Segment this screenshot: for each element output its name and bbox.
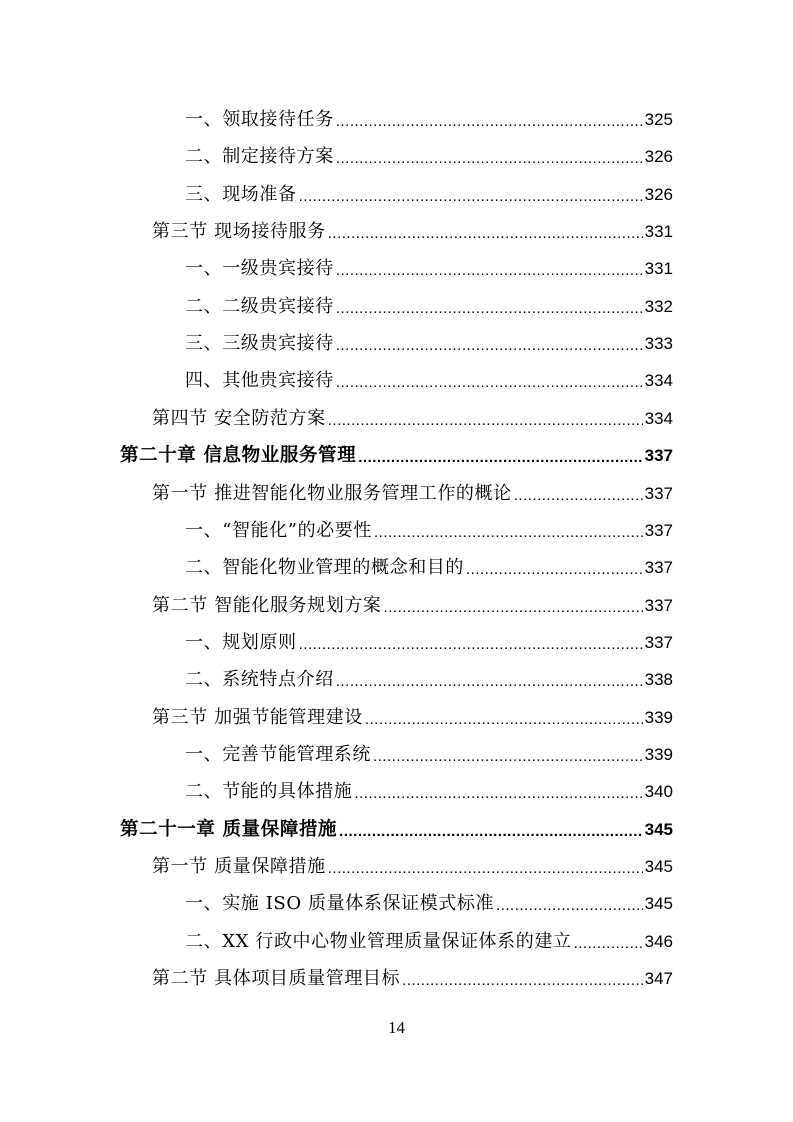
toc-entry-page: 340 bbox=[644, 782, 673, 802]
toc-entry[interactable] bbox=[185, 361, 673, 398]
toc-entry-title: 第一节 质量保障措施 bbox=[152, 856, 326, 877]
toc-entry-title: 第二节 具体项目质量管理目标 bbox=[152, 968, 401, 990]
toc-entry-title: 一、规划原则 bbox=[185, 631, 297, 653]
toc-entry-page: 345 bbox=[644, 894, 673, 914]
toc-entry[interactable] bbox=[152, 959, 673, 996]
toc-entry-title: 三、现场准备 bbox=[185, 183, 297, 205]
toc-entry-title: 四、其他贵宾接待 bbox=[185, 370, 334, 392]
toc-entry[interactable] bbox=[185, 922, 673, 959]
toc-leader-dots bbox=[374, 524, 643, 542]
toc-leader-dots bbox=[336, 113, 643, 131]
toc-leader-dots bbox=[328, 860, 643, 878]
toc-leader-dots bbox=[336, 300, 643, 318]
toc-entry-title: 二、节能的具体措施 bbox=[185, 781, 353, 803]
toc-entry-title: 一、实施 ISO 质量体系保证模式标准 bbox=[185, 893, 495, 915]
toc-entry-page: 326 bbox=[644, 184, 673, 204]
toc-entry[interactable] bbox=[185, 100, 673, 137]
toc-entry[interactable] bbox=[120, 436, 673, 473]
toc-entry-page: 339 bbox=[644, 744, 673, 764]
toc-leader-dots bbox=[466, 561, 643, 579]
toc-entry-title: 第二十章 信息物业服务管理 bbox=[120, 445, 357, 467]
toc-entry-title: 第一节 推进智能化物业服务管理工作的概论 bbox=[152, 482, 512, 504]
toc-entry-page: 337 bbox=[644, 558, 673, 578]
page-number: 14 bbox=[388, 1018, 405, 1037]
toc-entry-page: 334 bbox=[644, 408, 673, 428]
toc-entry[interactable] bbox=[152, 474, 673, 511]
toc-entry[interactable] bbox=[185, 137, 673, 174]
toc-entry-page: 326 bbox=[644, 147, 673, 167]
toc-entry-title: 二、智能化物业管理的概念和目的 bbox=[185, 557, 464, 579]
toc-entry-title: 二、系统特点介绍 bbox=[185, 669, 334, 691]
toc-entry[interactable] bbox=[185, 324, 673, 361]
toc-leader-dots bbox=[402, 972, 643, 990]
toc-entry-page: 339 bbox=[644, 707, 673, 727]
toc-entry-page: 337 bbox=[644, 595, 673, 615]
toc-entry[interactable] bbox=[120, 810, 673, 847]
toc-entry-page: 345 bbox=[644, 819, 673, 839]
toc-entry-page: 337 bbox=[644, 632, 673, 652]
toc-leader-dots bbox=[328, 412, 643, 430]
toc-leader-dots bbox=[373, 748, 643, 766]
toc-leader-dots bbox=[336, 262, 643, 280]
toc-entry-title: 第三节 现场接待服务 bbox=[152, 221, 326, 243]
toc-entry-title: 一、“智能化”的必要性 bbox=[185, 519, 373, 541]
toc-entry[interactable] bbox=[185, 735, 673, 772]
toc-entry-page: 347 bbox=[644, 969, 673, 989]
toc-leader-dots bbox=[336, 374, 643, 392]
toc-entry[interactable] bbox=[185, 623, 673, 660]
toc-entry-page: 325 bbox=[644, 110, 673, 129]
toc-entry[interactable] bbox=[185, 175, 673, 212]
toc-entry-title: 一、领取接待任务 bbox=[185, 109, 334, 130]
toc-entry-title: 三、三级贵宾接待 bbox=[185, 333, 334, 355]
toc-entry-page: 337 bbox=[644, 446, 673, 466]
toc-leader-dots bbox=[336, 150, 643, 168]
toc-entry[interactable] bbox=[152, 399, 673, 436]
toc-entry-page: 333 bbox=[644, 334, 673, 354]
toc-leader-dots bbox=[336, 673, 643, 691]
toc-leader-dots bbox=[339, 823, 642, 841]
toc-entry-page: 331 bbox=[644, 259, 673, 279]
toc-entry-title: 二、XX 行政中心物业管理质量保证体系的建立 bbox=[185, 930, 572, 952]
toc-leader-dots bbox=[574, 935, 643, 953]
toc-entry[interactable] bbox=[185, 511, 673, 548]
toc-entry[interactable] bbox=[152, 586, 673, 623]
toc-entry[interactable] bbox=[185, 249, 673, 286]
toc-entry[interactable] bbox=[152, 212, 673, 249]
toc-entry-title: 第三节 加强节能管理建设 bbox=[152, 706, 363, 728]
toc-entry[interactable] bbox=[152, 698, 673, 735]
toc-entry-page: 337 bbox=[644, 520, 673, 540]
toc-entry-title: 一、完善节能管理系统 bbox=[185, 743, 371, 765]
toc-leader-dots bbox=[514, 487, 643, 505]
toc-leader-dots bbox=[299, 636, 643, 654]
toc-entry-page: 346 bbox=[644, 931, 673, 951]
toc-entry[interactable] bbox=[185, 287, 673, 324]
toc-leader-dots bbox=[365, 711, 643, 729]
toc-leader-dots bbox=[496, 897, 643, 915]
toc-entry[interactable] bbox=[152, 847, 673, 884]
toc-entry-page: 345 bbox=[644, 857, 673, 876]
toc-entry-title: 第二十一章 质量保障措施 bbox=[120, 818, 338, 840]
toc-leader-dots bbox=[358, 449, 642, 467]
toc-leader-dots bbox=[354, 785, 642, 803]
toc-entry-page: 331 bbox=[644, 222, 673, 242]
toc-entry[interactable] bbox=[185, 772, 673, 809]
toc-entry-page: 337 bbox=[644, 483, 673, 503]
toc-leader-dots bbox=[328, 225, 643, 243]
toc-leader-dots bbox=[336, 337, 643, 355]
toc-entry-title: 二、制定接待方案 bbox=[185, 146, 334, 168]
toc-entry[interactable] bbox=[185, 884, 673, 921]
toc-entry-title: 第二节 智能化服务规划方案 bbox=[152, 594, 382, 616]
toc-entry-title: 二、二级贵宾接待 bbox=[185, 295, 334, 317]
toc-entry[interactable] bbox=[185, 660, 673, 697]
toc-leader-dots bbox=[384, 599, 643, 617]
toc-entry-page: 338 bbox=[644, 670, 673, 690]
toc-entry-title: 一、一级贵宾接待 bbox=[185, 258, 334, 280]
toc-entry[interactable] bbox=[185, 548, 673, 585]
toc-entry-page: 334 bbox=[644, 371, 673, 391]
toc-entry-title: 第四节 安全防范方案 bbox=[152, 407, 326, 429]
toc-leader-dots bbox=[299, 188, 643, 206]
toc-entry-page: 332 bbox=[644, 296, 673, 316]
